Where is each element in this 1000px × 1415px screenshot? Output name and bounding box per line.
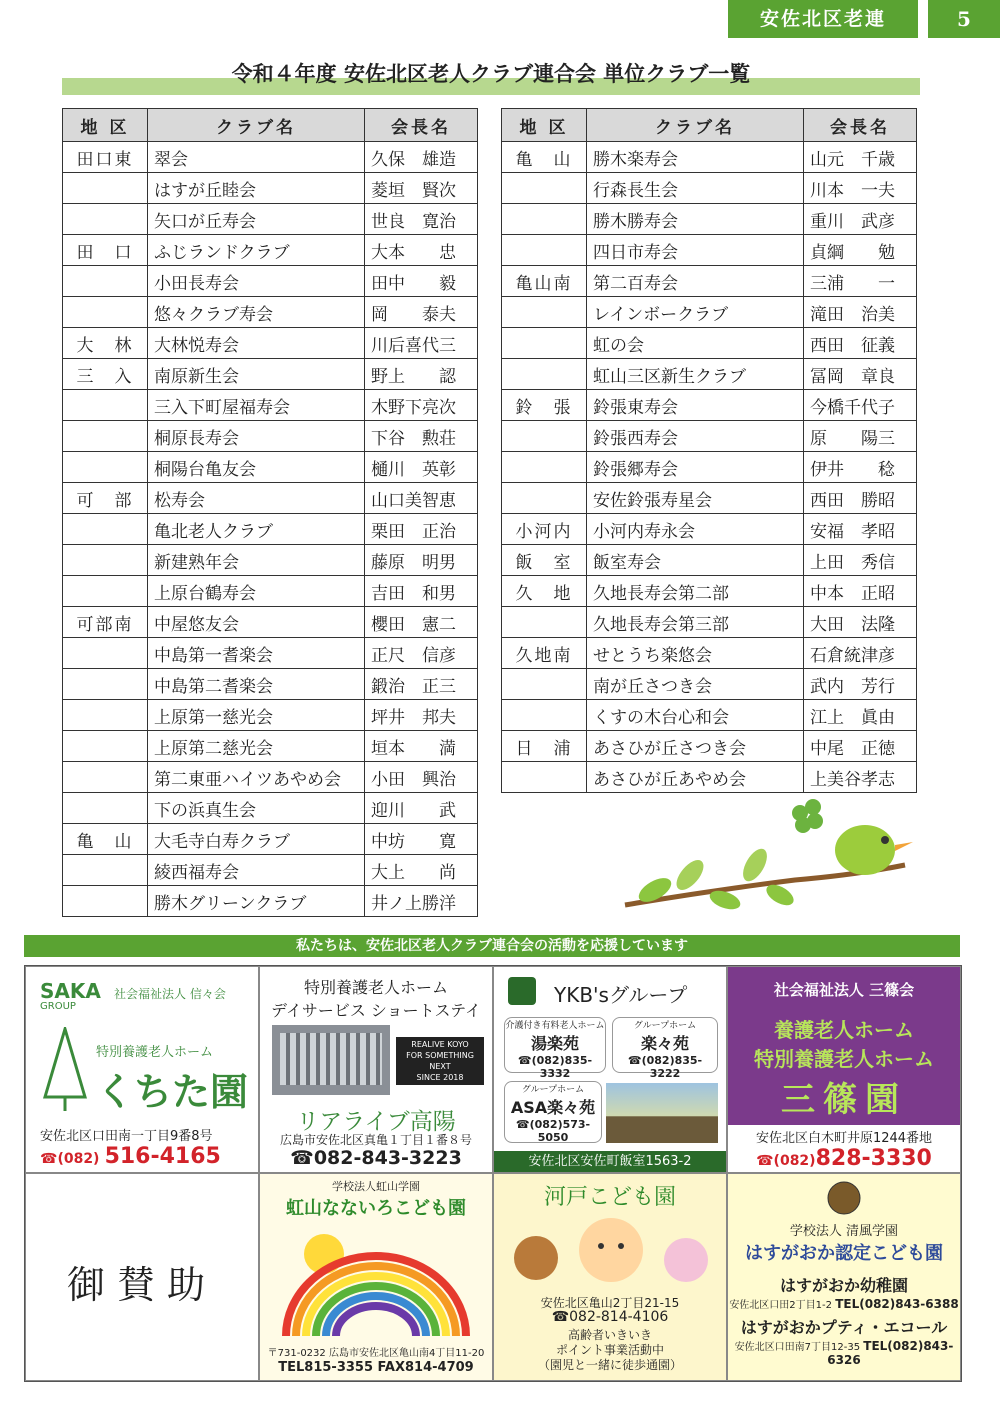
area-cell bbox=[502, 204, 587, 235]
table-row bbox=[502, 731, 917, 762]
ykb-logo-icon bbox=[508, 977, 536, 1005]
table-row bbox=[63, 793, 478, 824]
chair-cell: 垣本 満 bbox=[365, 731, 478, 762]
area-cell: 鈴 張 bbox=[502, 390, 587, 421]
table-row bbox=[502, 762, 917, 793]
table-row bbox=[63, 514, 478, 545]
kawado-name: 河戸こども園 bbox=[543, 1185, 676, 1210]
area-cell bbox=[502, 297, 587, 328]
hasugaoka-emblem-icon bbox=[826, 1180, 862, 1216]
area-cell: 可 部 bbox=[63, 483, 148, 514]
saka-group: GROUP bbox=[40, 1001, 76, 1012]
saka-name: くちた園 bbox=[96, 1070, 249, 1114]
f1-name: 湯楽苑 bbox=[530, 1034, 579, 1053]
f1-type: 介護付き有料老人ホーム bbox=[505, 1021, 605, 1031]
chair-cell: 栗田 正治 bbox=[365, 514, 478, 545]
chair-cell: 伊井 稔 bbox=[804, 452, 917, 483]
table-row bbox=[63, 297, 478, 328]
club-cell: 松寿会 bbox=[148, 483, 365, 514]
chair-cell: 吉田 和男 bbox=[365, 576, 478, 607]
club-cell: 桐原長寿会 bbox=[148, 421, 365, 452]
table-row bbox=[63, 142, 478, 173]
table-row bbox=[502, 266, 917, 297]
ad-nijiyama bbox=[259, 1173, 493, 1381]
club-cell: 桐陽台亀友会 bbox=[148, 452, 365, 483]
club-cell: ふじランドクラブ bbox=[148, 235, 365, 266]
ads-grid bbox=[24, 965, 962, 1382]
club-cell: 大毛寺白寿クラブ bbox=[148, 824, 365, 855]
club-cell: 翠会 bbox=[148, 142, 365, 173]
club-cell: 上原台鶴寿会 bbox=[148, 576, 365, 607]
area-cell bbox=[63, 545, 148, 576]
ad-kawado bbox=[493, 1173, 727, 1381]
table-row bbox=[502, 173, 917, 204]
table-row bbox=[63, 235, 478, 266]
club-cell: 勝木楽寿会 bbox=[587, 142, 804, 173]
club-cell: 第二百寿会 bbox=[587, 266, 804, 297]
badge-line3: SINCE 2018 bbox=[416, 1073, 464, 1082]
area-cell: 亀 山 bbox=[502, 142, 587, 173]
area-cell: 久 地 bbox=[502, 576, 587, 607]
club-cell: 鈴張西寿会 bbox=[587, 421, 804, 452]
table-row bbox=[63, 607, 478, 638]
chair-cell: 西田 征義 bbox=[804, 328, 917, 359]
chair-cell: 大上 尚 bbox=[365, 855, 478, 886]
table-row bbox=[502, 669, 917, 700]
club-cell: 久地長寿会第二部 bbox=[587, 576, 804, 607]
hasugaoka-tel2: TEL(082)843-6326 bbox=[827, 1339, 954, 1367]
club-cell: あさひが丘あやめ会 bbox=[587, 762, 804, 793]
chair-cell: 川后喜代三 bbox=[365, 328, 478, 359]
chair-cell: 滝田 治美 bbox=[804, 297, 917, 328]
table-row bbox=[502, 390, 917, 421]
header-area: 地 区 bbox=[63, 109, 148, 142]
f2-tel: ☎(082)835-3222 bbox=[627, 1054, 703, 1080]
support-banner: 私たちは、安佐北区老人クラブ連合会の活動を応援しています bbox=[24, 935, 960, 957]
chair-cell: 山口美智恵 bbox=[365, 483, 478, 514]
kawado-notes bbox=[494, 1328, 726, 1373]
kawado-tel: ☎082-814-4106 bbox=[551, 1309, 669, 1325]
area-cell bbox=[63, 390, 148, 421]
club-cell: 矢口が丘寿会 bbox=[148, 204, 365, 235]
chair-cell: 大本 忠 bbox=[365, 235, 478, 266]
chair-cell: 冨岡 章良 bbox=[804, 359, 917, 390]
page-header bbox=[728, 0, 1000, 38]
area-cell bbox=[502, 359, 587, 390]
ykb-address: 安佐北区安佐町飯室1563-2 bbox=[494, 1151, 726, 1173]
area-cell bbox=[63, 855, 148, 886]
area-cell bbox=[63, 452, 148, 483]
area-cell: 日 浦 bbox=[502, 731, 587, 762]
chair-cell: 川本 一夫 bbox=[804, 173, 917, 204]
table-row bbox=[502, 235, 917, 266]
chair-cell: 藤原 明男 bbox=[365, 545, 478, 576]
sanjo-address: 安佐北区白木町井原1244番地 bbox=[755, 1131, 933, 1146]
club-cell: 勝木勝寿会 bbox=[587, 204, 804, 235]
chair-cell: 三浦 一 bbox=[804, 266, 917, 297]
kawado-note3: （園児と一緒に徒歩通園） bbox=[537, 1358, 682, 1372]
club-cell: 南原新生会 bbox=[148, 359, 365, 390]
table-row bbox=[502, 142, 917, 173]
area-cell bbox=[502, 669, 587, 700]
table-row bbox=[63, 731, 478, 762]
club-cell: 虹の会 bbox=[587, 328, 804, 359]
f2-name: 楽々苑 bbox=[640, 1034, 689, 1053]
area-cell bbox=[63, 204, 148, 235]
table-row bbox=[502, 545, 917, 576]
sanjo-footer bbox=[728, 1125, 960, 1173]
chair-cell: 坪井 邦夫 bbox=[365, 700, 478, 731]
ykb-facility-1 bbox=[504, 1017, 606, 1080]
chair-cell: 鍛治 正三 bbox=[365, 669, 478, 700]
club-cell: 新建熟年会 bbox=[148, 545, 365, 576]
club-table-left bbox=[62, 108, 478, 917]
chair-cell: 重川 武彦 bbox=[804, 204, 917, 235]
table-row bbox=[63, 483, 478, 514]
club-cell: 大林悦寿会 bbox=[148, 328, 365, 359]
table-row bbox=[63, 855, 478, 886]
table-row bbox=[63, 669, 478, 700]
table-row bbox=[63, 638, 478, 669]
hasugaoka-addr2: 安佐北区口田南7丁目12-35 bbox=[734, 1342, 861, 1353]
club-cell: 下の浜真生会 bbox=[148, 793, 365, 824]
realive-tel: ☎082-843-3223 bbox=[290, 1147, 462, 1169]
area-cell bbox=[63, 297, 148, 328]
area-cell bbox=[63, 576, 148, 607]
chair-cell: 木野下亮次 bbox=[365, 390, 478, 421]
chair-cell: 中尾 正徳 bbox=[804, 731, 917, 762]
table-row bbox=[502, 328, 917, 359]
club-cell: 亀北老人クラブ bbox=[148, 514, 365, 545]
table-row bbox=[502, 452, 917, 483]
sanjo-tel-number: 828-3330 bbox=[815, 1146, 932, 1171]
saka-type: 特別養護老人ホーム bbox=[96, 1045, 214, 1060]
table-row bbox=[502, 204, 917, 235]
area-cell: 亀山南 bbox=[502, 266, 587, 297]
club-cell: 中島第一耆楽会 bbox=[148, 638, 365, 669]
sanjo-line2: 特別養護老人ホーム bbox=[754, 1047, 934, 1071]
rainbow-sun-illustration bbox=[276, 1218, 476, 1336]
chair-cell: 野上 認 bbox=[365, 359, 478, 390]
table-row bbox=[502, 483, 917, 514]
table-row bbox=[502, 421, 917, 452]
area-cell: 田口東 bbox=[63, 142, 148, 173]
nijiyama-name: 虹山なないろこども園 bbox=[286, 1198, 466, 1219]
hasugaoka-sub2: はすがおかプティ・エコール bbox=[740, 1318, 948, 1337]
area-cell bbox=[63, 638, 148, 669]
chair-cell: 上田 秀信 bbox=[804, 545, 917, 576]
header-chair: 会長名 bbox=[804, 109, 917, 142]
chair-cell: 田中 毅 bbox=[365, 266, 478, 297]
area-cell: 可部南 bbox=[63, 607, 148, 638]
club-cell: 虹山三区新生クラブ bbox=[587, 359, 804, 390]
chair-cell: 上美谷孝志 bbox=[804, 762, 917, 793]
table-row bbox=[63, 266, 478, 297]
area-cell: 久地南 bbox=[502, 638, 587, 669]
realive-name: リアライブ高陽 bbox=[296, 1109, 456, 1135]
ad-saka bbox=[25, 966, 259, 1173]
table-row bbox=[63, 452, 478, 483]
club-cell: 鈴張東寿会 bbox=[587, 390, 804, 421]
area-cell bbox=[502, 235, 587, 266]
area-cell bbox=[63, 886, 148, 917]
chair-cell: 山元 千歳 bbox=[804, 142, 917, 173]
badge-line2: FOR SOMETHING NEXT bbox=[406, 1051, 474, 1071]
table-row bbox=[63, 824, 478, 855]
nijiyama-address: 〒731-0232 広島市安佐北区亀山南4丁目11-20 bbox=[267, 1348, 485, 1359]
chair-cell: 原 陽三 bbox=[804, 421, 917, 452]
club-cell: 綾西福寿会 bbox=[148, 855, 365, 886]
table-row bbox=[63, 576, 478, 607]
table-row bbox=[63, 359, 478, 390]
saka-corp: 社会福祉法人 信々会 bbox=[114, 987, 226, 1001]
sanjo-corp: 社会福祉法人 三篠会 bbox=[773, 981, 915, 999]
ad-hasugaoka bbox=[727, 1173, 961, 1381]
kawado-characters bbox=[506, 1210, 716, 1290]
realive-line2: デイサービス ショートステイ bbox=[270, 1001, 482, 1020]
f3-name: ASA楽々苑 bbox=[510, 1098, 596, 1117]
area-cell bbox=[502, 483, 587, 514]
ykb-facility-3 bbox=[504, 1081, 602, 1143]
chair-cell: 石倉統津彦 bbox=[804, 638, 917, 669]
header-chair: 会長名 bbox=[365, 109, 478, 142]
table-row bbox=[502, 700, 917, 731]
chair-cell: 井ノ上勝洋 bbox=[365, 886, 478, 917]
ykb-title: YKB'sグループ bbox=[554, 983, 688, 1007]
f2-type: グループホーム bbox=[633, 1021, 697, 1031]
area-cell bbox=[63, 731, 148, 762]
club-cell: はすが丘睦会 bbox=[148, 173, 365, 204]
chair-cell: 菱垣 賢次 bbox=[365, 173, 478, 204]
ykb-facility-2 bbox=[612, 1017, 718, 1080]
club-cell: 飯室寿会 bbox=[587, 545, 804, 576]
table-row bbox=[63, 390, 478, 421]
chair-cell: 今橋千代子 bbox=[804, 390, 917, 421]
hasugaoka-addr1: 安佐北区口田2丁目1-2 bbox=[729, 1300, 833, 1311]
club-cell: 上原第二慈光会 bbox=[148, 731, 365, 762]
ykb-building-photo bbox=[606, 1083, 718, 1143]
area-cell bbox=[502, 328, 587, 359]
area-cell: 小河内 bbox=[502, 514, 587, 545]
chair-cell: 樋川 英彰 bbox=[365, 452, 478, 483]
gosan-text: 御賛助 bbox=[66, 1263, 217, 1307]
table-row bbox=[63, 173, 478, 204]
club-cell: 四日市寿会 bbox=[587, 235, 804, 266]
club-cell: 南が丘さつき会 bbox=[587, 669, 804, 700]
table-row bbox=[502, 607, 917, 638]
area-cell bbox=[63, 266, 148, 297]
ad-realive bbox=[259, 966, 493, 1173]
club-cell: 中島第二耆楽会 bbox=[148, 669, 365, 700]
saka-tel-code: ☎(082) bbox=[40, 1151, 100, 1167]
area-cell bbox=[502, 421, 587, 452]
sanjo-tel-code: ☎(082) bbox=[756, 1153, 816, 1169]
hasugaoka-sub1: はすがおか幼稚園 bbox=[779, 1276, 908, 1295]
area-cell bbox=[502, 173, 587, 204]
table-row bbox=[502, 514, 917, 545]
club-cell: 小河内寿永会 bbox=[587, 514, 804, 545]
table-row bbox=[502, 576, 917, 607]
area-cell bbox=[63, 793, 148, 824]
table-row bbox=[502, 359, 917, 390]
hasugaoka-contact2 bbox=[728, 1338, 960, 1367]
chair-cell: 武内 芳行 bbox=[804, 669, 917, 700]
f1-tel: ☎(082)835-3332 bbox=[517, 1054, 593, 1080]
realive-line1: 特別養護老人ホーム bbox=[303, 978, 448, 997]
area-cell bbox=[502, 700, 587, 731]
building-image bbox=[272, 1025, 390, 1095]
area-cell bbox=[63, 514, 148, 545]
club-cell: 中屋悠友会 bbox=[148, 607, 365, 638]
club-cell: くすの木台心和会 bbox=[587, 700, 804, 731]
header-club: クラブ名 bbox=[587, 109, 804, 142]
club-cell: 安佐鈴張寿星会 bbox=[587, 483, 804, 514]
header-area: 地 区 bbox=[502, 109, 587, 142]
f3-type: グループホーム bbox=[521, 1085, 585, 1095]
chair-cell: 安福 孝昭 bbox=[804, 514, 917, 545]
chair-cell: 西田 勝昭 bbox=[804, 483, 917, 514]
saka-tel-number: 516-4165 bbox=[104, 1144, 221, 1169]
f3-tel: ☎(082)573-5050 bbox=[515, 1118, 591, 1144]
area-cell: 田 口 bbox=[63, 235, 148, 266]
table-row bbox=[63, 545, 478, 576]
hasugaoka-corp: 学校法人 清風学園 bbox=[789, 1224, 899, 1239]
sanjo-name: 三篠園 bbox=[781, 1080, 907, 1120]
saka-logo: SAKA bbox=[40, 979, 101, 1003]
page-number: 5 bbox=[928, 0, 1000, 38]
area-cell bbox=[502, 452, 587, 483]
chair-cell: 江上 眞由 bbox=[804, 700, 917, 731]
area-cell bbox=[63, 700, 148, 731]
area-cell: 大 林 bbox=[63, 328, 148, 359]
nijiyama-tel: TEL815-3355 FAX814-4709 bbox=[278, 1360, 474, 1375]
header-title: 安佐北区老連 bbox=[728, 0, 918, 38]
area-cell bbox=[502, 607, 587, 638]
chair-cell: 岡 泰夫 bbox=[365, 297, 478, 328]
club-cell: レインボークラブ bbox=[587, 297, 804, 328]
chair-cell: 世良 寛治 bbox=[365, 204, 478, 235]
page-title: 令和４年度 安佐北区老人クラブ連合会 単位クラブ一覧 bbox=[231, 62, 751, 86]
hasugaoka-name: はすがおか認定こども園 bbox=[745, 1243, 943, 1264]
area-cell bbox=[63, 762, 148, 793]
table-row bbox=[63, 204, 478, 235]
bird-branch-illustration bbox=[615, 795, 915, 925]
chair-cell: 大田 法隆 bbox=[804, 607, 917, 638]
chair-cell: 中坊 寛 bbox=[365, 824, 478, 855]
area-cell: 飯 室 bbox=[502, 545, 587, 576]
sanjo-line1: 養護老人ホーム bbox=[774, 1018, 914, 1042]
header-club: クラブ名 bbox=[148, 109, 365, 142]
area-cell bbox=[63, 669, 148, 700]
chair-cell: 小田 興治 bbox=[365, 762, 478, 793]
saka-tel bbox=[40, 1144, 221, 1169]
saka-address: 安佐北区口田南一丁目9番8号 bbox=[40, 1129, 213, 1144]
tree-icon bbox=[40, 1027, 90, 1112]
ad-sanjo bbox=[727, 966, 961, 1173]
sanjo-tel bbox=[728, 1146, 960, 1171]
ad-ykb bbox=[493, 966, 727, 1173]
kawado-note2: ポイント事業活動中 bbox=[555, 1343, 664, 1357]
club-cell: あさひが丘さつき会 bbox=[587, 731, 804, 762]
ad-gosan bbox=[25, 1173, 259, 1381]
club-cell: せとうち楽悠会 bbox=[587, 638, 804, 669]
hasugaoka-contact1 bbox=[728, 1296, 960, 1311]
chair-cell: 久保 雄造 bbox=[365, 142, 478, 173]
area-cell bbox=[63, 173, 148, 204]
table-row bbox=[63, 886, 478, 917]
club-cell: 久地長寿会第三部 bbox=[587, 607, 804, 638]
club-cell: 第二東亜ハイツあやめ会 bbox=[148, 762, 365, 793]
table-row bbox=[63, 762, 478, 793]
club-cell: 上原第一慈光会 bbox=[148, 700, 365, 731]
club-cell: 行森長生会 bbox=[587, 173, 804, 204]
badge-line1: REALIVE KOYO bbox=[411, 1040, 469, 1049]
area-cell bbox=[502, 762, 587, 793]
table-row bbox=[63, 421, 478, 452]
area-cell: 亀 山 bbox=[63, 824, 148, 855]
area-cell: 三 入 bbox=[63, 359, 148, 390]
chair-cell: 櫻田 憲二 bbox=[365, 607, 478, 638]
club-cell: 三入下町屋福寿会 bbox=[148, 390, 365, 421]
table-row bbox=[502, 297, 917, 328]
club-table-right bbox=[501, 108, 917, 793]
kawado-address: 安佐北区亀山2丁目21-15 bbox=[540, 1296, 680, 1310]
area-cell bbox=[63, 421, 148, 452]
chair-cell: 迎川 武 bbox=[365, 793, 478, 824]
chair-cell: 正尺 信彦 bbox=[365, 638, 478, 669]
nijiyama-corp: 学校法人虹山学園 bbox=[332, 1180, 420, 1193]
realive-address: 広島市安佐北区真亀１丁目１番８号 bbox=[279, 1133, 472, 1147]
hasugaoka-tel1: TEL(082)843-6388 bbox=[835, 1297, 959, 1311]
table-row bbox=[502, 638, 917, 669]
realive-badge bbox=[396, 1037, 484, 1085]
club-cell: 小田長寿会 bbox=[148, 266, 365, 297]
club-cell: 鈴張郷寿会 bbox=[587, 452, 804, 483]
chair-cell: 中本 正昭 bbox=[804, 576, 917, 607]
club-cell: 勝木グリーンクラブ bbox=[148, 886, 365, 917]
kawado-note1: 高齢者いきいき bbox=[567, 1328, 652, 1342]
table-row bbox=[63, 700, 478, 731]
chair-cell: 貞綱 勉 bbox=[804, 235, 917, 266]
chair-cell: 下谷 勲荘 bbox=[365, 421, 478, 452]
table-row bbox=[63, 328, 478, 359]
club-cell: 悠々クラブ寿会 bbox=[148, 297, 365, 328]
